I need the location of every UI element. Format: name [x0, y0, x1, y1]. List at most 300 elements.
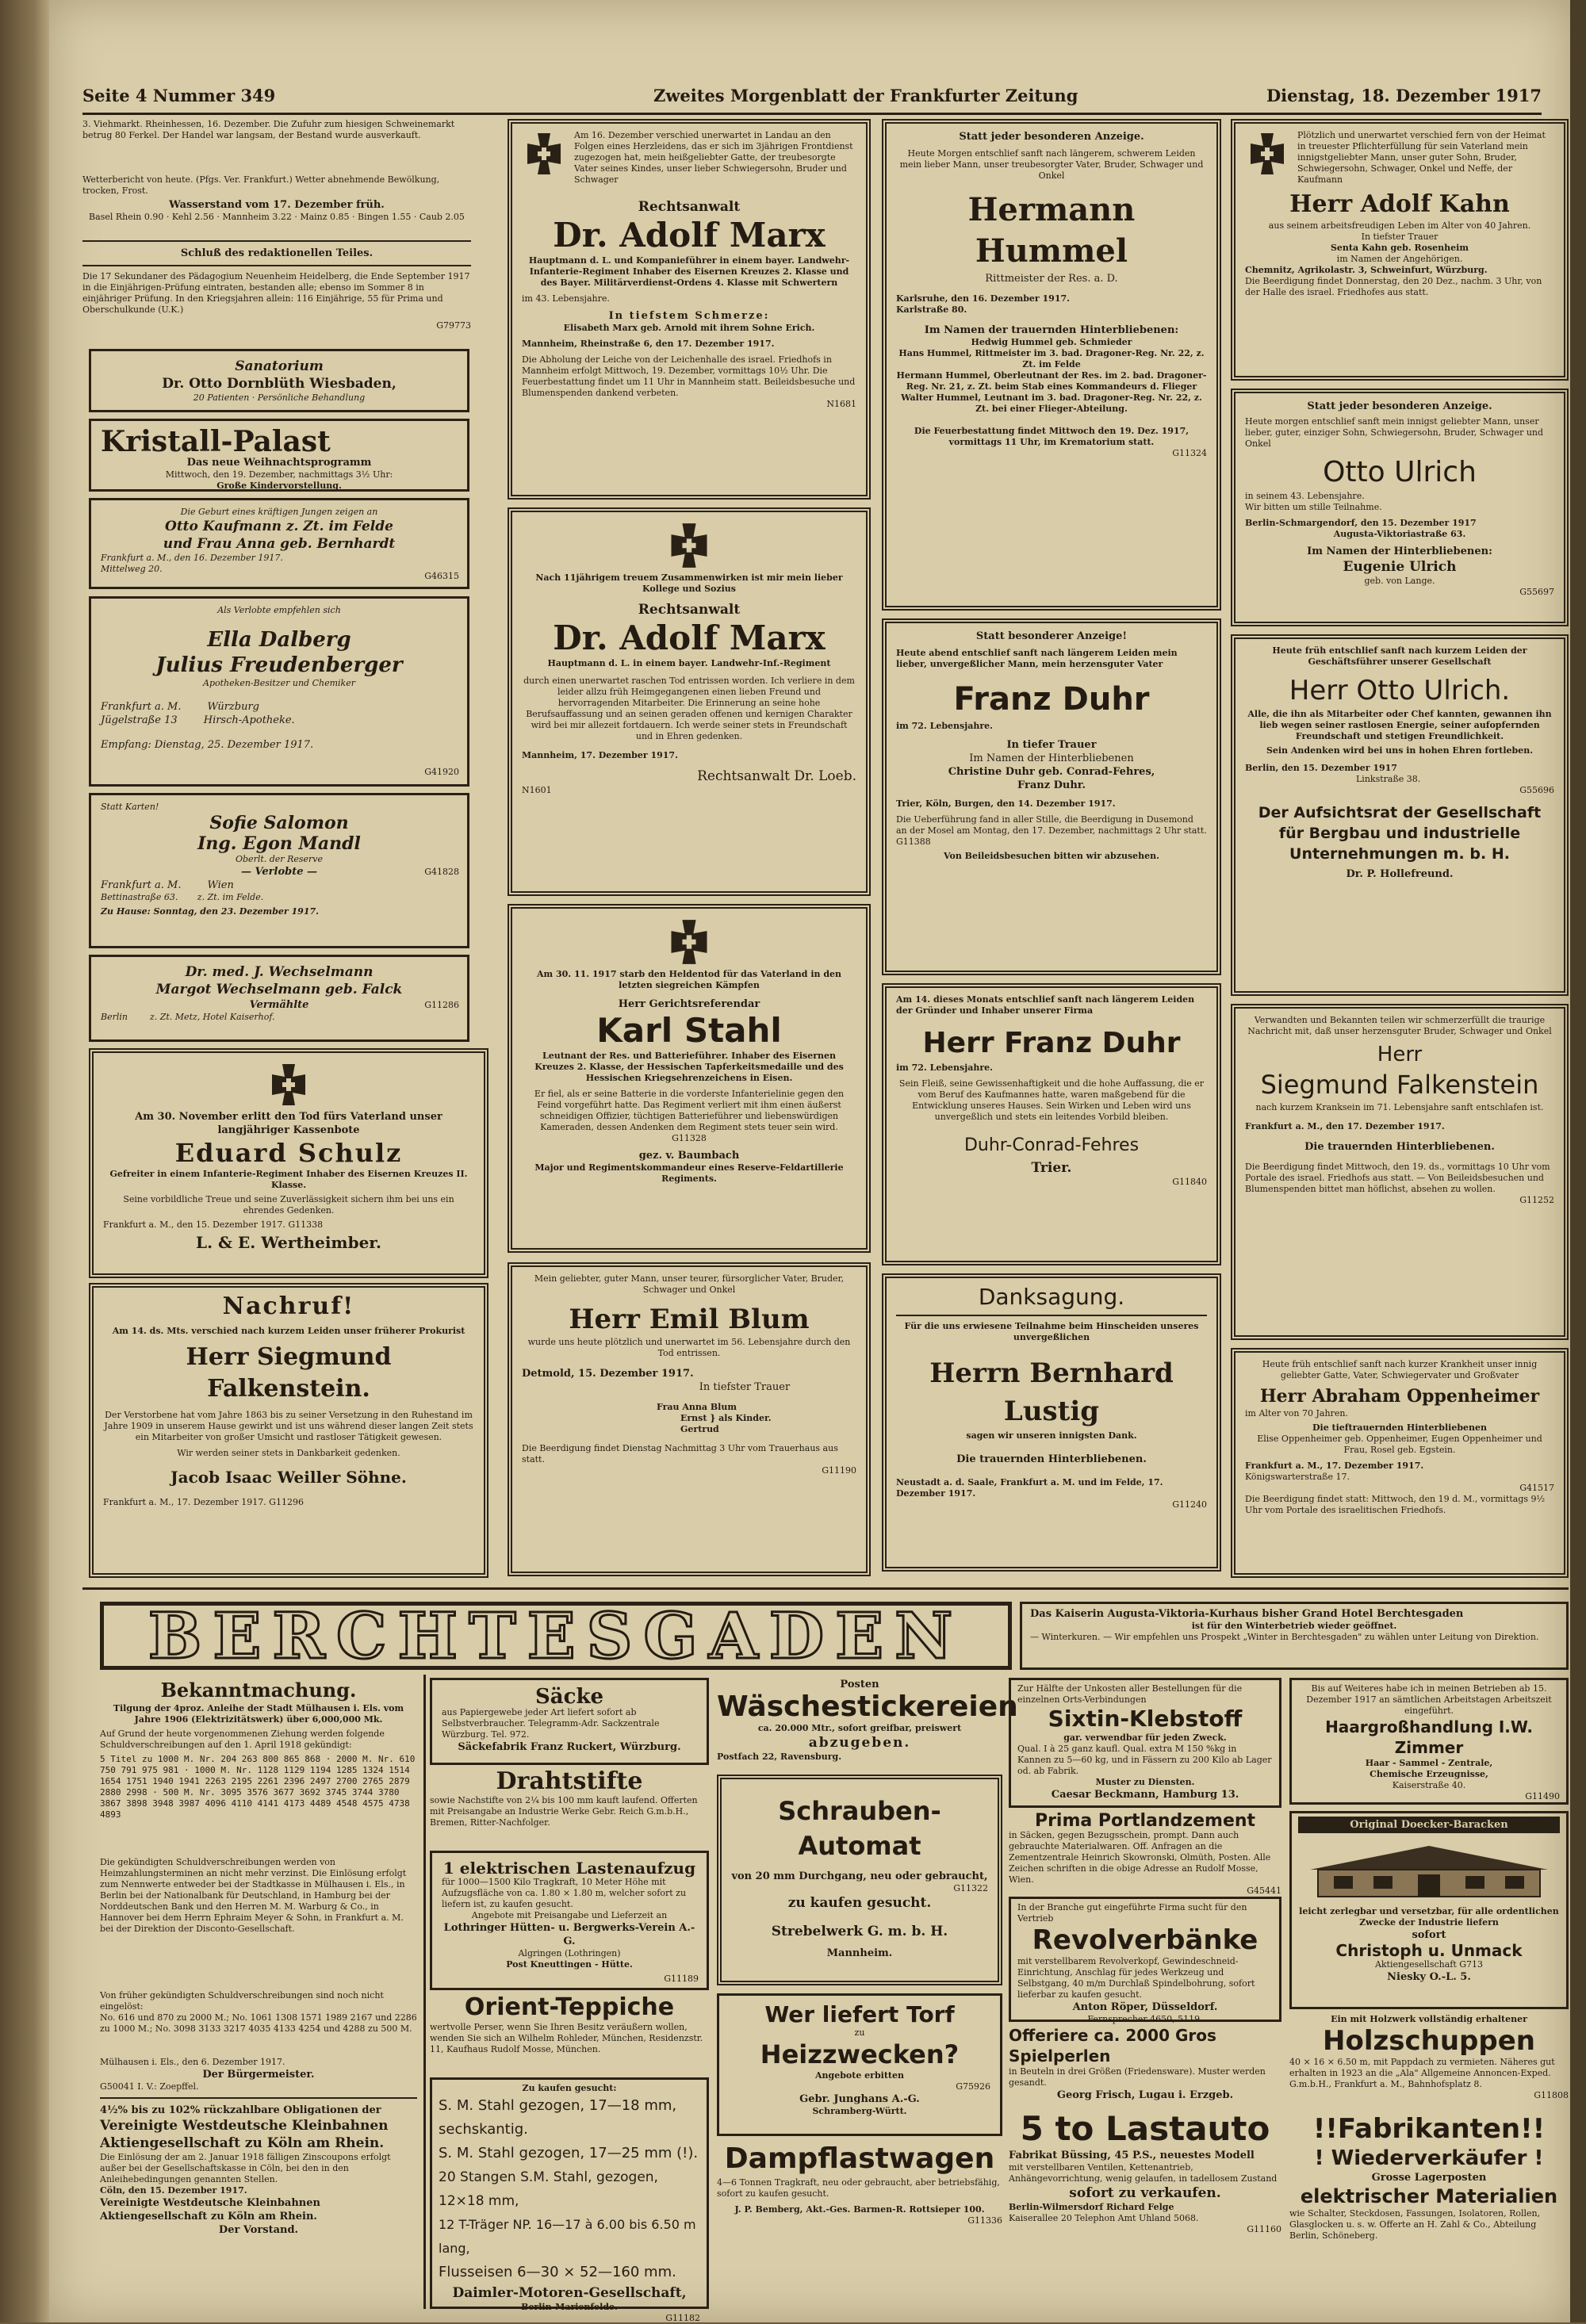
ad-code: G41920	[424, 767, 459, 777]
obit-line: In tiefer Trauer	[1006, 739, 1097, 751]
schr-line: von 20 mm Durchgang, neu oder gebraucht,	[731, 1870, 988, 1882]
obit-line: Hauptmann d. L. in einem bayer. Landwehr-Inf.-Regiment	[547, 658, 831, 668]
obit-line: Mannheim, Rheinstraße 6, den 17. Dezember 1917.	[522, 339, 775, 349]
nachruf-title: Nachruf!	[222, 1292, 355, 1320]
obit-name: Hermann Hummel	[967, 191, 1136, 270]
thanks-title: Danksagung.	[978, 1284, 1125, 1310]
obit-line: Leutnant der Res. und Batterieführer. Inhaber des Eisernen Kreuzes 2. Klasse, der Hessischen Tapferkeitsmedaille und des Hessischen Kriegsehrenzeichens in Eisen.	[534, 1051, 844, 1083]
obit-line: Linkstraße 38.	[1356, 774, 1421, 784]
obit-line: Rittmeister der Res. a. D.	[985, 273, 1118, 285]
obit-line: durch einen unerwartet raschen Tod entrissen worden. Ich verliere in dem leider allzu früh Heimgegangenen einen lieben Freund und hervorragenden Mitarbeiter. Die Erinnerung an seine hohe Berufsauffassung und an seinen geraden offenen und kernigen Charakter wird bei mir allezeit fortdauern. Ich werde seiner stets in Freundschaft und in Ehren gedenken.	[523, 676, 855, 741]
thanks-line: sagen wir unseren innigsten Dank.	[966, 1430, 1137, 1441]
obit-line: Senta Kahn geb. Rosenheim	[1330, 243, 1469, 253]
kurhaus-line: Das Kaiserin Augusta-Viktoria-Kurhaus bisher Grand Hotel Berchtesgaden	[1030, 1608, 1464, 1620]
holz-title: Holzschuppen	[1323, 2025, 1535, 2057]
marriage-wechselmann	[89, 955, 469, 1042]
obit-line: Mannheim, 17. Dezember 1917.	[522, 750, 678, 760]
iron-cross-icon	[522, 132, 566, 176]
obit-line: Major und Regimentskommandeur eines Reserve-Feldartillerie Regiments.	[534, 1162, 844, 1184]
obit-line: Von Beileidsbesuchen bitten wir abzusehen.	[943, 851, 1159, 861]
page-header	[82, 81, 1542, 113]
obit-line: Trier, Köln, Burgen, den 14. Dezember 1917.	[896, 798, 1116, 809]
divider	[82, 240, 471, 242]
obituary-stahl	[508, 904, 871, 1253]
torf-ad	[717, 1993, 1002, 2136]
engagement-line: Bettinastraße 63. z. Zt. im Felde.	[101, 892, 264, 902]
bek-line: Auf Grund der heute vorgenommenen Ziehung werden folgende Schuldverschreibungen auf den 1. April 1918 gekündigt:	[100, 1729, 385, 1750]
ori-title: Orient-Teppiche	[464, 1993, 675, 2021]
obit-line: In tiefster Trauer	[1361, 232, 1439, 242]
engagement-name: Ing. Egon Mandl	[197, 833, 361, 854]
last-line: Fabrikat Büssing, 45 P.S., neuestes Modell	[1009, 2150, 1255, 2161]
ad-code: G55696	[1519, 785, 1554, 795]
stahl-line: Berlin-Marienfelde.	[521, 2302, 618, 2312]
obit-line: Ernst } als Kinder.	[680, 1413, 772, 1423]
engagement-line: Empfang: Dienstag, 25. Dezember 1917.	[101, 739, 314, 751]
obit-line: Plötzlich und unerwartet verschied fern von der Heimat in treuester Pflichterfüllung für sein Vaterland mein innigstgeliebter Mann, unser guter Sohn, Bruder, Schwiegersohn, Schwager, Onkel und Neffe, der Kaufmann	[1297, 130, 1546, 185]
holz-line: 40 × 16 × 6.50 m, mit Pappdach zu vermieten. Näheres gut erhalten in 1923 an die „Ala" Allgemeine Annoncen-Exped. G.m.b.H., Frankfurt a. M., Bahnhofsplatz 8.	[1289, 2057, 1555, 2089]
berchtesgaden-banner	[100, 1598, 1012, 1673]
anz-title: 1 elektrischen Lastenaufzug	[442, 1859, 696, 1878]
portland-ad	[1009, 1811, 1281, 1896]
draht-line: sowie Nachstifte von 2¼ bis 100 mm kauft laufend. Offerten mit Preisangabe an Industrie Werke Gebr. Reich G.m.b.H., Bremen, Ritter-Nachfolger.	[430, 1795, 698, 1828]
drahtstifte-ad	[430, 1768, 709, 1847]
obituary-ulrich-company	[1231, 634, 1569, 996]
torf-line: zu	[854, 2027, 865, 2038]
obit-line: Wir bitten um stille Teilnahme.	[1245, 502, 1382, 512]
ad-code: G11182	[665, 2313, 700, 2323]
obituary-falkenstein	[1231, 1004, 1569, 1340]
last-line: Kaiserallee 20 Telephon Amt Uhland 5068.	[1009, 2213, 1199, 2223]
obit-line: Heute früh entschlief sanft nach kurzer Krankheit unser innig geliebter Gatte, Vater, Schwiegervater und Großvater	[1262, 1359, 1538, 1380]
obit-signature: Der Aufsichtsrat der Gesellschaft für Bergbau und industrielle Unternehmungen m. b. H.	[1258, 804, 1542, 863]
divider	[100, 2097, 417, 2099]
obit-name: Herr Adolf Kahn	[1289, 190, 1510, 218]
ad-code: G46315	[424, 571, 459, 581]
thanks-lustig	[882, 1273, 1221, 1572]
zim-line: Haar - Sammel - Zentrale,	[1365, 1758, 1493, 1768]
divider	[82, 265, 471, 266]
posten-line: ca. 20.000 Mtr., sofort greifbar, preiswert	[757, 1723, 962, 1733]
ad-code: G79773	[436, 320, 471, 331]
fab-line: wie Schalter, Steckdosen, Fassungen, Isolatoren, Rollen, Glasglocken u. s. w. Offerte an H. Zahl & Co., Abteilung Berlin, Schöneberg.	[1289, 2208, 1541, 2241]
ad-code: G11840	[1172, 1177, 1207, 1187]
ad-code: G11240	[1172, 1499, 1207, 1510]
obit-line: Im Namen der Hinterbliebenen:	[1307, 546, 1492, 557]
ad-code: G11808	[1534, 2090, 1569, 2100]
engagement-name: Ella Dalberg	[207, 628, 351, 652]
schr-line: Strebelwerk G. m. b. H.	[771, 1924, 948, 1939]
posten-title: Posten	[840, 1679, 879, 1690]
obit-line: Trier.	[1031, 1160, 1072, 1176]
sanatorium-sub: 20 Patienten · Persönliche Behandlung	[193, 392, 366, 403]
paedagogium-notice: Die 17 Sekundaner des Pädagogium Neuenheim Heidelberg, die Ende September 1917 in die Einjährigen-Prüfung eintraten, bestanden alle; ebenso im Sommer 8 in einjähriger Prüfung. In den Kriegsjahren allein: 116 Einjährige, 55 für Prima und Oberschulkunde (U.K.)	[82, 271, 470, 315]
torf-line: Schramberg-Württ.	[812, 2106, 907, 2116]
obit-line: Die Beerdigung findet Dienstag Nachmittag 3 Uhr vom Trauerhaus aus statt.	[522, 1443, 838, 1464]
header-rule	[82, 113, 1542, 115]
water-levels: Basel Rhein 0.90 · Kehl 2.56 · Mannheim 3.22 · Mainz 0.85 · Bingen 1.55 · Caub 2.05	[89, 212, 465, 222]
obit-title: Herr Gerichtsreferendar	[618, 998, 760, 1010]
ad-code: G11324	[1172, 448, 1207, 458]
obit-line: Heute morgen entschlief sanft mein innigst geliebter Mann, unser lieber, guter, einziger Sohn, Schwiegersohn, Bruder, Schwager und Onkel	[1245, 416, 1544, 449]
sixtin-line: gar. verwendbar für jeden Zweck.	[1063, 1732, 1227, 1743]
banner-text: BERCHTESGADEN	[147, 1598, 964, 1673]
obit-title: Rechtsanwalt	[638, 602, 741, 618]
ad-code: G11189	[664, 1974, 699, 1984]
obit-signature: Duhr-Conrad-Fehres	[963, 1135, 1140, 1155]
obit-signature: Dr. P. Hollefreund.	[1346, 868, 1454, 880]
sixtin-name: Sixtin-Klebstoff	[1048, 1706, 1243, 1732]
torf-title: Wer liefert Torf	[764, 2001, 955, 2027]
doeck-line: sofort	[1412, 1929, 1446, 1941]
ad-code: G11252	[1519, 1195, 1554, 1205]
fab-line: elektrischer Materialien	[1300, 2185, 1558, 2207]
obit-line: Gefreiter in einem Infanterie-Regiment Inhaber des Eisernen Kreuzes II. Klasse.	[109, 1169, 468, 1190]
ad-code: G41828	[424, 867, 459, 877]
bek-line: Tilgung der 4proz. Anleihe der Stadt Mülhausen i. Els. vom Jahre 1906 (Elektrizitätswerk) über 6,000,000 Mk.	[113, 1703, 404, 1725]
obit-line: Die Beerdigung findet statt: Mittwoch, den 19 d. M., vormittags 9½ Uhr vom Portale des israelitischen Friedhofs.	[1245, 1494, 1546, 1515]
revo-line: mit verstellbarem Revolverkopf, Gewindeschneid-Einrichtung, Anschlag für jedes Werkzeug und Selbstgang, 40 m/m Durchlaß Spindelbohrung, sofort lieferbar zu kaufen gesucht.	[1017, 1956, 1255, 2000]
marriage-name: Dr. med. J. Wechselmann	[185, 964, 374, 980]
sanatorium-title: Sanatorium	[235, 358, 324, 374]
zimmer-ad	[1289, 1678, 1569, 1805]
section-rule	[82, 1587, 1569, 1590]
obit-line: Die Abholung der Leiche von der Leichenhalle des israel. Friedhofs in Mannheim erfolgt Mittwoch, 19. Dezember, vormittags 10½ Uhr. Die Feuerbestattung findet um 11 Uhr in Mannheim statt. Beileidsbesuche und Blumenspenden dankend verbeten.	[522, 354, 856, 398]
anz-line: Lothringer Hütten- u. Bergwerks-Verein A.-G.	[443, 1922, 695, 1947]
birth-line: Frankfurt a. M., den 16. Dezember 1917.	[101, 553, 283, 563]
ad-code: G11160	[1247, 2224, 1281, 2234]
doeck-line: Christoph u. Unmack	[1335, 1941, 1523, 1960]
posten-line: abzugeben.	[808, 1735, 911, 1751]
obit-line: Am 30. 11. 1917 starb den Heldentod für das Vaterland in den letzten siegreichen Kämpfen	[536, 969, 842, 990]
obituary-kahn	[1231, 119, 1569, 381]
obit-line: Die trauernden Hinterbliebenen.	[1304, 1141, 1495, 1153]
engagement-line: Frankfurt a. M. Wien	[101, 879, 234, 891]
obit-line: Elisabeth Marx geb. Arnold mit ihrem Sohne Erich.	[563, 323, 815, 333]
obit-name: Karl Stahl	[596, 1011, 782, 1050]
spiel-line: in Beuteln in drei Größen (Friedensware). Muster werden gesandt.	[1009, 2066, 1266, 2088]
torf-line: Gebr. Junghans A.-G.	[799, 2093, 920, 2105]
obit-line: Im Namen der Hinterbliebenen	[969, 752, 1134, 764]
stahl-line: 20 Stangen S.M. Stahl, gezogen, 12×18 mm,	[439, 2169, 658, 2209]
obituary-oppenheimer	[1231, 1348, 1569, 1578]
obit-line: Hedwig Hummel geb. Schmieder	[971, 337, 1132, 347]
sixtin-line: Caesar Beckmann, Hamburg 13.	[1051, 1789, 1239, 1801]
fabrikanten-ad	[1289, 2112, 1569, 2307]
page-edge	[1570, 0, 1586, 2322]
thanks-line: Neustadt a. d. Saale, Frankfurt a. M. und im Felde, 17. Dezember 1917.	[896, 1477, 1163, 1499]
doeck-line: leicht zerlegbar und versetzbar, für alle ordentlichen Zwecke der Industrie liefern	[1299, 1906, 1559, 1928]
engagement-name: Sofie Salomon	[209, 813, 349, 833]
obituary-duhr-firm	[882, 983, 1221, 1265]
ad-code: G11336	[967, 2215, 1002, 2226]
saecke-title: Säcke	[534, 1685, 603, 1709]
bek-line: Vereinigte Westdeutsche Kleinbahnen Aktiengesellschaft zu Köln am Rhein.	[100, 2197, 320, 2223]
ad-code: G11322	[953, 1883, 988, 1893]
obit-line: Nach 11jährigem treuem Zusammenwirken ist mir mein lieber Kollege und Sozius	[535, 572, 843, 594]
obit-line: Sein Fleiß, seine Gewissenhaftigkeit und die hohe Auffassung, die er vom Beruf des Kaufmannes hatte, waren maßgebend für die Entwicklung unseres Hauses. Sein Wirken und Leben wird uns unvergeßlich und stets ein leitendes Vorbild bleiben.	[898, 1078, 1205, 1122]
bek-line: Der Bürgermeister.	[202, 2069, 315, 2081]
iron-cross-icon	[665, 918, 713, 966]
obit-line: Hauptmann d. L. und Kompanieführer in einem bayer. Landwehr-Infanterie-Regiment Inhaber des Eisernen Kreuzes 2. Klasse und des Bayer. Militärverdienst-Ordens 4. Klasse mit Schwertern	[528, 255, 850, 288]
obit-line: Heute Morgen entschlief sanft nach längerem, schwerem Leiden mein lieber Mann, unser treubesorgter Vater, Bruder, Schwager und Onkel	[899, 148, 1204, 181]
obit-line: In tiefster Trauer	[699, 1381, 791, 1393]
engagement-dalberg	[89, 596, 469, 787]
sixtin-line: Zur Hälfte der Unkosten aller Bestellungen für die einzelnen Orts-Verbindungen	[1017, 1683, 1243, 1705]
birth-line: Otto Kaufmann z. Zt. im Felde	[165, 519, 393, 534]
obit-line: Die Beerdigung findet Mittwoch, den 19. ds., vormittags 10 Uhr vom Portale des israel. Friedhofs aus statt. — Von Beileidsbesuchen und Blumenspenden bittet man höflichst, absehen zu wollen.	[1245, 1162, 1550, 1194]
obit-line: Der Verstorbene hat vom Jahre 1863 bis zu seiner Versetzung in den Ruhestand im Jahre 1909 in unserem Hause gewirkt und ist uns während dieser langen Zeit stets ein Mitarbeiter von großer Umsicht und rastloser Tätigkeit gewesen.	[104, 1410, 473, 1442]
birth-line: und Frau Anna geb. Bernhardt	[163, 536, 396, 552]
obit-signature: L. & E. Wertheimber.	[196, 1233, 381, 1252]
ad-code: G55697	[1519, 587, 1554, 597]
thanks-name: Herrn Bernhard Lustig	[929, 1357, 1174, 1427]
obit-line: wurde uns heute plötzlich und unerwartet im 56. Lebensjahre durch den Tod entrissen.	[527, 1337, 851, 1358]
obit-name: Dr. Adolf Marx	[553, 618, 826, 657]
doeck-line: Niesky O.-L. 5.	[1387, 1971, 1471, 1983]
fab-line: ! Wiederverkäufer !	[1314, 2146, 1544, 2170]
obit-line: Heute früh entschlief sanft nach kurzem Leiden der Geschäftsführer unserer Gesellschaft	[1272, 645, 1527, 667]
revolverbaenke-ad	[1009, 1897, 1281, 2022]
marriage-line: Berlin z. Zt. Metz, Hotel Kaiserhof.	[101, 1012, 275, 1022]
stahl-line: S. M. Stahl gezogen, 17—25 mm (!).	[439, 2145, 699, 2161]
zim-line: Bis auf Weiteres habe ich in meinen Betrieben ab 15. Dezember 1917 an sämtlichen Arbeitstagen Arbeitszeit eingeführt.	[1306, 1683, 1552, 1716]
header-left: Seite 4 Nummer 349	[82, 86, 276, 105]
obit-line: Statt jeder besonderen Anzeige.	[959, 131, 1144, 143]
obit-line: Im Namen der trauernden Hinterbliebenen:	[924, 324, 1179, 336]
obit-line: Frankfurt a. M., den 15. Dezember 1917. G11338	[103, 1219, 324, 1230]
obit-signature: gez. v. Baumbach	[638, 1150, 740, 1162]
saecke-line: Säckefabrik Franz Ruckert, Würzburg.	[458, 1741, 681, 1753]
spiel-title: Offeriere ca. 2000 Gros Spielperlen	[1009, 2026, 1216, 2066]
stahl-line: 12 T-Träger NP. 16—17 à 6.00 bis 6.50 m lang,	[439, 2217, 696, 2256]
obit-line: Die Ueberführung fand in aller Stille, die Beerdigung in Dusemond an der Mosel am Montag, den 17. Dezember, nachmittags 2 Uhr statt. G11388	[896, 814, 1207, 847]
lastenaufzug-ad	[430, 1851, 709, 1990]
newspaper-page	[49, 0, 1570, 2322]
bek-numbers: 5 Titel zu 1000 M. Nr. 204 263 800 865 868 · 2000 M. Nr. 610 750 791 975 981 · 1000 M. Nr. 1128 1129 1194 1285 1324 1514 1654 1751 1940 1941 2263 2195 2261 2396 2497 2700 2765 2879 2880 2998 · 500 M. Nr. 3095 3576 3677 3692 3745 3744 3780 3867 3898 3948 3987 4096 4110 4141 4173 4489 4548 4575 4738 4893	[100, 1754, 416, 1820]
bek-line: Von früher gekündigten Schuldverschreibungen sind noch nicht eingelöst:	[100, 1990, 384, 2012]
zim-line: Kaiserstraße 40.	[1392, 1780, 1466, 1790]
zim-line: Chemische Erzeugnisse,	[1370, 1769, 1488, 1779]
header-right: Dienstag, 18. Dezember 1917	[1266, 86, 1542, 105]
revo-line: In der Branche gut eingeführte Firma sucht für den Vertrieb	[1017, 1902, 1247, 1924]
last-line: sofort zu verkaufen.	[1069, 2185, 1221, 2201]
kristall-line: Mittwoch, den 19. Dezember, nachmittags 3½ Uhr:	[165, 469, 393, 480]
barrack-illustration-icon	[1302, 1838, 1556, 1901]
news-text: 3. Viehmarkt. Rheinhessen, 16. Dezember. Die Zufuhr zum hiesigen Schweinemarkt betrug 80 Ferkel. Der Handel war langsam, der Bestand wurde ausverkauft.	[82, 119, 455, 140]
obit-line: In tiefstem Schmerze:	[608, 310, 770, 322]
column-1	[82, 119, 471, 331]
obit-line: Am 14. dieses Monats entschlief sanft nach längerem Leiden der Gründer und Inhaber unserer Firma	[896, 994, 1195, 1016]
damp-line: J. P. Bemberg, Akt.-Ges. Barmen-R. Rottsieper 100.	[734, 2204, 985, 2215]
torf-line: Angebote erbitten	[815, 2070, 904, 2081]
obit-line: im 43. Lebensjahre.	[522, 293, 610, 304]
damp-line: 4—6 Tonnen Tragkraft, neu oder gebraucht, aber betriebsfähig, sofort zu kaufen gesucht.	[717, 2177, 1000, 2199]
obit-line: Chemnitz, Agrikolastr. 3, Schweinfurt, Würzburg.	[1245, 265, 1488, 275]
bek-line: Vereinigte Westdeutsche Kleinbahnen Aktiengesellschaft zu Köln am Rhein.	[100, 2118, 389, 2151]
fab-title: !!Fabrikanten!!	[1312, 2113, 1546, 2145]
obit-line: Er fiel, als er seine Batterie in die vorderste Infanterielinie gegen den Feind vorgeführt hatte. Das Regiment verliert mit ihm einen äußerst schneidigen Offizier, tüchtigen Batterieführer und liebenswürdigen Kameraden, dessen Andenken dem Regiment stets teuer sein wird. G11328	[534, 1089, 845, 1143]
obituary-duhr-family	[882, 618, 1221, 975]
bek-line: Die gekündigten Schuldverschreibungen werden von Heimzahlungsterminen an nicht mehr verzinst. Die Einlösung erfolgt zum Nennwerte entweder bei der Stadtkasse in Mülhausen i. Els., in Berlin bei der Nationalbank für Deutschland, in Hamburg bei der Norddeutschen Bank und den Herren M. M. Warburg & Co., in Hannover bei dem Herrn Ephraim Meyer & Sohn, in Frankfurt a. M. bei der Direktion der Disconto-Gesellschaft.	[100, 1857, 407, 1934]
obit-line: Gertrud	[680, 1424, 719, 1434]
fab-line: Grosse Lagerposten	[1371, 2172, 1487, 2184]
stahl-title: Zu kaufen gesucht:	[522, 2083, 617, 2093]
draht-title: Drahtstifte	[496, 1767, 643, 1795]
zim-name: Haargroßhandlung I.W. Zimmer	[1325, 1717, 1533, 1757]
header-center: Zweites Morgenblatt der Frankfurter Zeitung	[653, 86, 1078, 105]
obit-line: Königswarterstraße 17.	[1245, 1472, 1350, 1482]
obit-line: Karlsruhe, den 16. Dezember 1917.	[896, 293, 1070, 304]
doeck-title: Original Doecker-Baracken	[1298, 1817, 1560, 1833]
obit-line: Berlin-Schmargendorf, den 15. Dezember 1917	[1245, 518, 1477, 528]
obit-line: Am 14. ds. Mts. verschied nach kurzem Leiden unser früherer Prokurist	[112, 1326, 465, 1336]
obit-name: Herr Otto Ulrich.	[1289, 675, 1511, 706]
obit-line: im 72. Lebensjahre.	[896, 1062, 993, 1073]
engagement-line: Als Verlobte empfehlen sich	[217, 605, 341, 615]
obit-line: Detmold, 15. Dezember 1917.	[522, 1368, 694, 1380]
posten-line: Postfach 22, Ravensburg.	[717, 1752, 842, 1762]
ad-code: G75926	[956, 2081, 990, 2092]
obit-line: nach kurzem Kranksein im 71. Lebensjahre sanft entschlafen ist.	[1255, 1102, 1544, 1112]
obit-name: Herr Franz Duhr	[922, 1027, 1181, 1059]
orient-ad	[430, 1993, 709, 2073]
obituary-hummel	[882, 119, 1221, 611]
stahl-ad	[430, 2077, 709, 2323]
stahl-line: Daimler-Motoren-Gesellschaft,	[452, 2285, 687, 2301]
obit-title: Rechtsanwalt	[638, 199, 741, 215]
obit-name: Dr. Adolf Marx	[553, 216, 826, 255]
revo-name: Revolverbänke	[1032, 1924, 1258, 1956]
kurhaus-ad	[1020, 1602, 1569, 1670]
bek-title: Bekanntmachung.	[160, 1679, 357, 1702]
posten-name: Wäschestickereien	[717, 1690, 1018, 1723]
marriage-line: Vermählte	[249, 999, 309, 1011]
engagement-line: Zu Hause: Sonntag, den 23. Dezember 1917.	[101, 906, 319, 917]
obituary-blum	[508, 1262, 871, 1576]
obit-name: Otto Ulrich	[1323, 456, 1477, 488]
obit-line: Hermann Hummel, Oberleutnant der Res. im 2. bad. Dragoner-Reg. Nr. 21, z. Zt. beim Stab eines Kommandeurs d. Flieger	[896, 370, 1207, 392]
kristall-palast-ad	[89, 419, 469, 492]
obit-name: Herr Siegmund Falkenstein.	[186, 1343, 392, 1403]
engagement-line: Statt Karten!	[101, 802, 159, 812]
ad-code: G45441	[1247, 1886, 1281, 1896]
obit-line: Eugenie Ulrich	[1343, 559, 1457, 575]
obituary-marx-colleague	[508, 507, 871, 896]
engagement-line: Frankfurt a. M. Würzburg	[101, 701, 260, 713]
obit-line: Frankfurt a. M., den 17. Dezember 1917.	[1245, 1121, 1445, 1131]
dampflastwagen-ad	[717, 2141, 1002, 2307]
iron-cross-icon	[665, 522, 713, 569]
schr-line: Mannheim.	[826, 1947, 893, 1959]
obituary-schulz	[89, 1048, 488, 1278]
marriage-name: Margot Wechselmann geb. Falck	[155, 982, 403, 997]
obit-name: Herr Emil Blum	[569, 1304, 810, 1335]
kurhaus-line: — Winterkuren. — Wir empfehlen uns Prospekt „Winter in Berchtesgaden" zu wählen unter Leitung von Direktion.	[1030, 1632, 1539, 1642]
stahl-line: Flusseisen 6—30 × 52—160 mm.	[439, 2264, 676, 2280]
sixtin-line: Qual. I à 25 ganz kaufl. Qual. extra M 150 %kg in Kannen zu 5—60 kg, und in Fässern zu 200 Kilo ab Lager od. ab Fabrik.	[1017, 1744, 1272, 1776]
obit-line: Sein Andenken wird bei uns in hohen Ehren fortleben.	[1266, 745, 1534, 756]
ad-code: G11490	[1525, 1791, 1560, 1801]
ad-code: N1601	[522, 785, 552, 795]
obit-line: Hans Hummel, Rittmeister im 3. bad. Dragoner-Reg. Nr. 22, z. Zt. im Felde	[898, 348, 1205, 369]
schr-line: zu kaufen gesucht.	[787, 1895, 932, 1911]
obit-line: Walter Hummel, Leutnant im 3. bad. Dragoner-Reg. Nr. 22, z. Zt. bei einer Flieger-Abteilung.	[901, 392, 1202, 414]
bek-line: Der Vorstand.	[218, 2224, 299, 2236]
obit-line: in seinem 43. Lebensjahre.	[1245, 491, 1365, 501]
engagement-salomon	[89, 793, 469, 948]
obit-line: Am 16. Dezember verschied unerwartet in Landau an den Folgen eines Herzleidens, das er sich im 3jährigen Frontdienst zugezogen hat, mein heißgeliebter Gatte, der treubesorgte Vater seines Kindes, unser lieber Schwiegersohn, Bruder und Schwager	[574, 130, 853, 185]
holz-line: Ein mit Holzwerk vollständig erhaltener	[1331, 2014, 1527, 2024]
obit-line: im Alter von 70 Jahren.	[1245, 1408, 1348, 1419]
obit-line: Statt jeder besonderen Anzeige.	[1307, 400, 1492, 412]
anz-line: Algringen (Lothringen)	[518, 1948, 621, 1958]
kurhaus-line: ist für den Winterbetrieb wieder geöffnet.	[1191, 1621, 1397, 1631]
obituary-ulrich-family	[1231, 389, 1569, 626]
saecke-ad	[430, 1678, 709, 1765]
sanatorium-name: Dr. Otto Dornblüth Wiesbaden,	[162, 376, 396, 392]
kristall-line: Das neue Weihnachtsprogramm	[186, 457, 372, 469]
obit-line: Frankfurt a. M., 17. Dezember 1917.	[1245, 1461, 1424, 1471]
iron-cross-icon	[1245, 132, 1289, 176]
weather-report: Wetterbericht von heute. (Pfgs. Ver. Frankfurt.) Wetter abnehmende Bewölkung, trocken, Frost.	[82, 174, 440, 196]
obit-line: Christine Duhr geb. Conrad-Fehres,	[948, 766, 1155, 778]
obit-line: Frankfurt a. M., 17. Dezember 1917. G11296	[103, 1497, 304, 1507]
obit-line: Die tieftrauernden Hinterbliebenen	[1312, 1422, 1488, 1433]
engagement-line: Apotheken-Besitzer und Chemiker	[203, 678, 355, 688]
engagement-name: Julius Freudenberger	[155, 653, 403, 677]
obit-line: Die Feuerbestattung findet Mittwoch den 19. Dez. 1917, vormittags 11 Uhr, im Krematorium statt.	[914, 426, 1190, 447]
last-title: 5 to Lastauto	[1020, 2109, 1270, 2148]
sixtin-ad	[1009, 1678, 1281, 1808]
obit-title: Herr	[1377, 1043, 1423, 1066]
obit-line: Elise Oppenheimer geb. Oppenheimer, Eugen Oppenheimer und Frau, Rosel geb. Egstein.	[1257, 1434, 1542, 1455]
ori-line: wertvolle Perser, wenn Sie Ihren Besitz veräußern wollen, wenden Sie sich an Wilhelm Rohleder, München, Residenzstr. 11, Kaufhaus Rudolf Mosse, München.	[430, 2022, 703, 2054]
schrauben-ad	[717, 1775, 1002, 1985]
stahl-line: S. M. Stahl gezogen, 17—18 mm, sechskantig.	[439, 2097, 677, 2138]
obit-line: Heute abend entschlief sanft nach längerem Leiden mein lieber, unvergeßlicher Mann, mein herzensguter Vater	[896, 648, 1178, 669]
sixtin-line: Muster zu Diensten.	[1095, 1777, 1195, 1787]
ad-code: N1681	[826, 399, 856, 409]
holzschuppen-ad	[1289, 2014, 1569, 2108]
revo-line: Fernsprecher 4650, 5119.	[1087, 2014, 1203, 2024]
kristall-line: Große Kindervorstellung.	[216, 480, 342, 491]
obit-line: geb. von Lange.	[1364, 576, 1435, 586]
torf-line: Heizzwecken?	[760, 2039, 960, 2069]
kristall-title: Kristall-Palast	[101, 425, 331, 458]
last-line: mit verstellbaren Ventilen, Kettenantrieb, Anhängevorrichtung, wenig gelaufen, in tadellosem Zustand	[1009, 2162, 1278, 2184]
obit-line: Statt besonderer Anzeige!	[975, 630, 1128, 642]
obit-name: Herr Abraham Oppenheimer	[1259, 1386, 1540, 1407]
anz-line: Angebote mit Preisangabe und Lieferzeit an	[471, 1910, 668, 1920]
bek-line: Die Einlösung der am 2. Januar 1918 fälligen Zinscoupons erfolgt außer bei der Gesellschaftskasse in Cöln, bei den in den Anleihebedingungen genannten Stellen.	[100, 2152, 391, 2184]
port-line: in Säcken, gegen Bezugsschein, prompt. Dann auch gebrauchte Materialwaren. Off. Anfragen an die Zementzentrale Heinrich Skowronski, Olmüth, Posten. Alle Zeichen schriften in die obige Adresse an Rudolf Mosse, Wien.	[1009, 1830, 1271, 1885]
thanks-line: Die trauernden Hinterbliebenen.	[956, 1453, 1147, 1465]
anz-line: für 1000—1500 Kilo Tragkraft, 10 Meter Höhe mit Aufzugsfläche von ca. 1.80 × 1.80 m, welcher sofort zu liefern ist, zu kaufen gesucht.	[442, 1877, 687, 1909]
sanatorium-ad	[89, 349, 469, 412]
port-title: Prima Portlandzement	[1034, 1811, 1256, 1831]
obit-line: Franz Duhr.	[1017, 779, 1086, 791]
obit-line: aus seinem arbeitsfreudigen Leben im Alter von 40 Jahren.	[1268, 220, 1531, 231]
damp-title: Dampflastwagen	[724, 2142, 995, 2175]
ad-code: G41517	[1519, 1483, 1554, 1493]
bek-line: Mülhausen i. Els., den 6. Dezember 1917.	[100, 2057, 285, 2067]
bek-line: 4½% bis zu 102% rückzahlbare Obligationen der	[100, 2104, 381, 2116]
divider	[896, 1315, 1207, 1316]
spielperlen-ad	[1009, 2025, 1281, 2104]
birth-line: Die Geburt eines kräftigen Jungen zeigen an	[180, 507, 378, 517]
obit-line: Wir werden seiner stets in Dankbarkeit gedenken.	[177, 1448, 400, 1458]
